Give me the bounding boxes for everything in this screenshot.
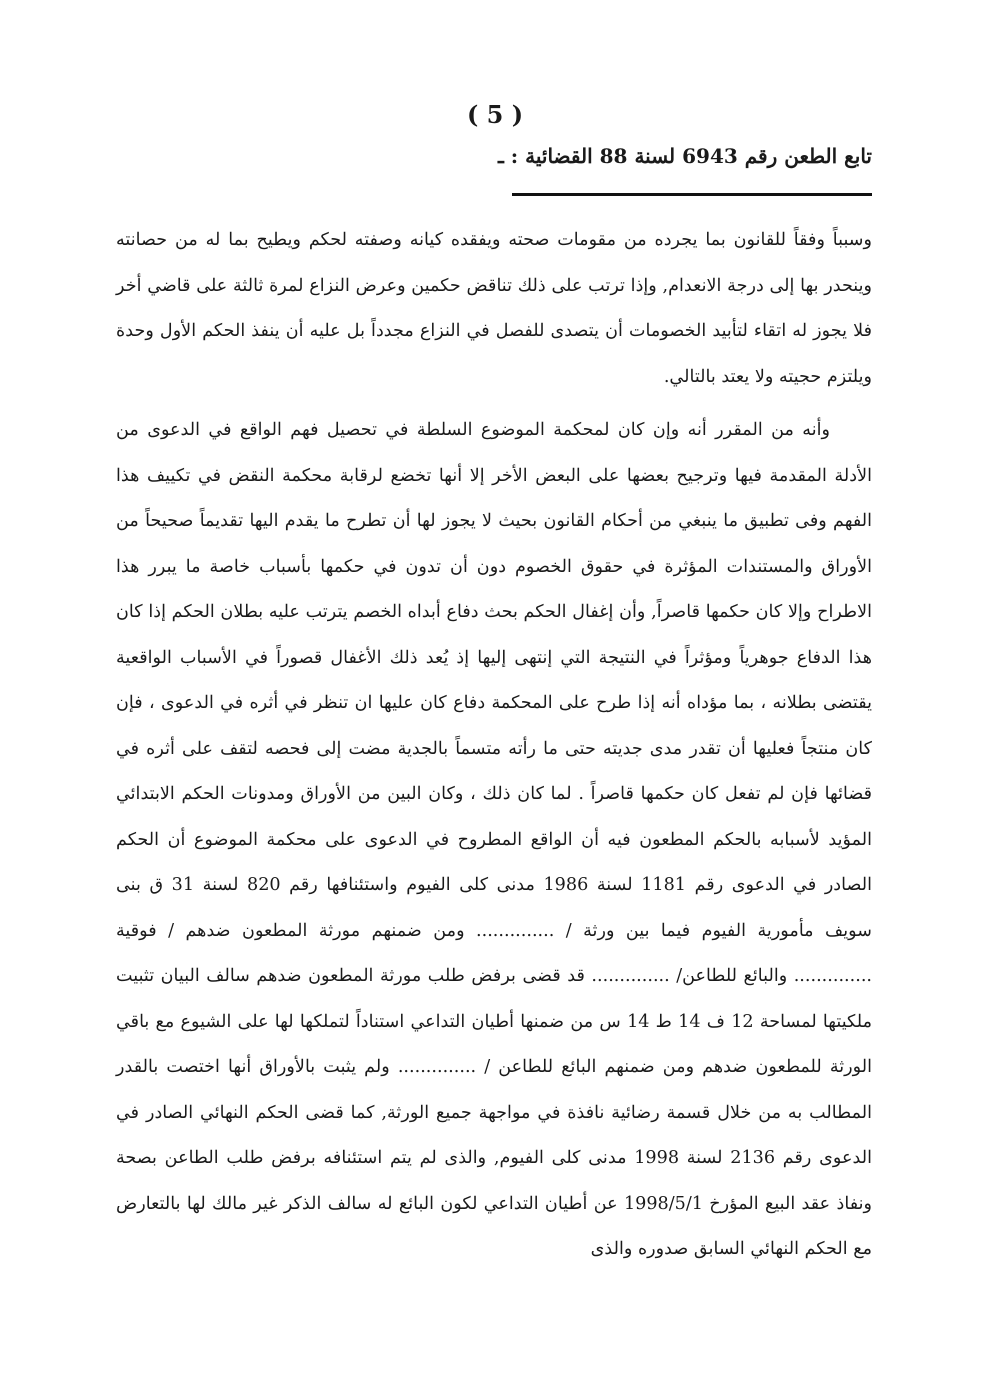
paragraph-2: وأنه من المقرر أنه وإن كان لمحكمة الموضوع السلطة في تحصيل فهم الواقع في الدعوى من الأدلة المقدمة فيها وترجيح بعضها على البعض الأخر إلا أنها تخضع لرقابة محكمة النقض في تكييف هذا الفهم وفى تطبيق ما ينبغي من أحكام القانون بحيث لا يجوز لها أن تطرح ما يقدم اليها تقديماً صحيحاً من الأوراق والمستندات المؤثرة في حقوق الخصوم دون أن تدون في حكمها بأسباب خاصة ما يبرر هذا الاطراح وإلا كان حكمها قاصراً, وأن إغفال الحكم بحث دفاع أبداه الخصم يترتب عليه بطلان الحكم إذا كان هذا الدفاع جوهرياً ومؤثراً في النتيجة التي إنتهى إليها إذ يُعد ذلك الأغفال قصوراً في الأسباب الواقعية يقتضى بطلانه ، بما مؤداه أنه إذا طرح على المحكمة دفاع كان عليها ان تنظر في أثره في الدعوى ، فإن كان منتجاً فعليها أن تقدر مدى جديته حتى ما رأته متسماً بالجدية مضت إلى فحصه لتقف على أثره في قضائها فإن لم تفعل كان حكمها قاصراً . لما كان ذلك ، وكان البين من الأوراق ومدونات الحكم الابتدائي المؤيد لأسبابه بالحكم المطعون فيه أن الواقع المطروح في الدعوى على محكمة الموضوع أن الحكم الصادر في الدعوى رقم 1181 لسنة 1986 مدنى كلى الفيوم واستئنافها رقم 820 لسنة 31 ق بنى سويف مأمورية الفيوم فيما بين ورثة / .............. ومن ضمنهم مورثة المطعون ضدهم / فوقية .............. والبائع للطاعن/ .............. قد قضى برفض طلب مورثة المطعون ضدهم سالف البيان تثبيت ملكيتها لمساحة 12 ف 14 ط 14 س من ضمنها أطيان التداعي استناداً لتملكها لها على الشيوع مع باقي الورثة للمطعون ضدهم ومن ضمنهم البائع للطاعن / .............. ولم يثبت بالأوراق أنها اختصت بالقدر المطالب به من خلال قسمة رضائية نافذة في مواجهة جميع الورثة, كما قضى الحكم النهائي الصادر في الدعوى رقم 2136 لسنة 1998 مدنى كلى الفيوم, والذى لم يتم استئنافه برفض طلب الطاعن بصحة ونفاذ عقد البيع المؤرخ 1998/5/1 عن أطيان التداعي لكون البائع له سالف الذكر غير مالك لها بالتعارض مع الحكم النهائي السابق صدوره والذى (116, 420, 873, 1259)
paragraph-1: وسبباً وفقاً للقانون بما يجرده من مقومات صحته ويفقده كيانه وصفته لحكم ويطيح بما له من حصانته وينحدر بها إلى درجة الانعدام, وإذا ترتب على ذلك تناقض حكمين وعرض النزاع لمرة ثالثة على قاضي أخر فلا يجوز له اتقاء لتأبيد الخصومات أن يتصدى للفصل في النزاع مجدداً بل عليه أن ينفذ الحكم الأول وحدة ويلتزم حجيته ولا يعتد بالتالي. (116, 230, 873, 387)
document-body (116, 218, 872, 1273)
page-number: ( 5 ) (466, 100, 524, 129)
case-header: تابع الطعن رقم 6943 لسنة 88 القضائية : ـ (497, 144, 872, 168)
header-underline (512, 193, 872, 196)
